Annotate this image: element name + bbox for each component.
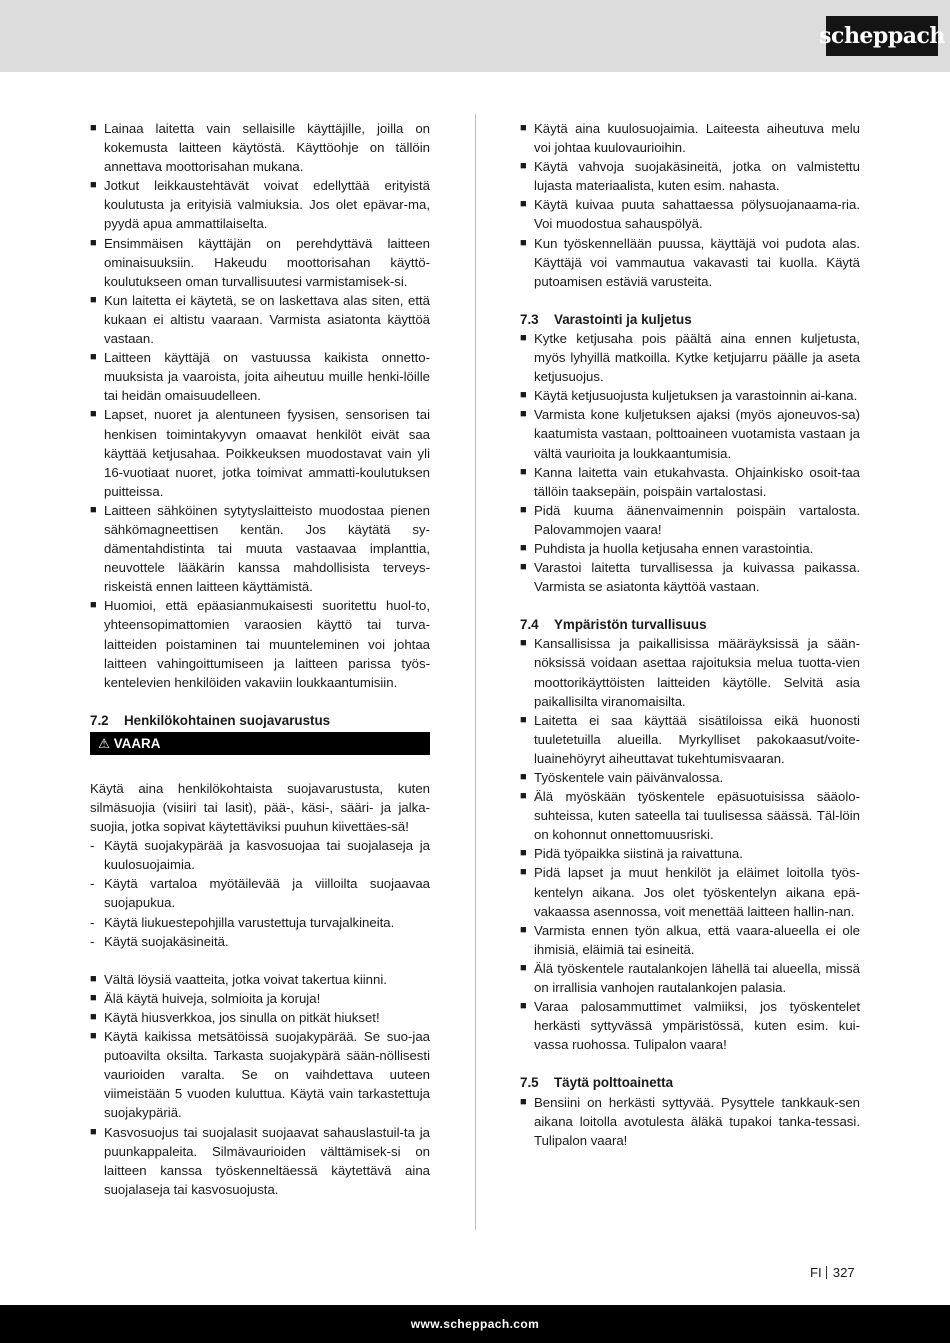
list-item	[90, 176, 430, 233]
list-item-text: Työskentele vain päivänvalossa.	[534, 770, 724, 785]
list-item	[520, 959, 860, 997]
bullet-icon: ■	[520, 923, 527, 936]
list-item	[520, 329, 860, 386]
list-item	[520, 634, 860, 710]
list-item	[90, 501, 430, 596]
bullet-icon: ■	[520, 465, 527, 478]
list-item	[90, 234, 430, 291]
list-item-text: Laitetta ei saa käyttää sisätiloissa eikä huonosti tuuletetuilla alueilla. Myrkylliset pakokaasut/voite-luainehöyryt aiheuttavat tukehtumisvaaran.	[534, 712, 860, 766]
bullet-icon: ■	[90, 351, 97, 364]
list-item-text: Käytä vartaloa myötäilevää ja viilloilta suojaavaa suojapukua.	[104, 876, 430, 911]
brand-logo: scheppach	[826, 16, 938, 56]
list-item	[90, 913, 430, 932]
list-item	[90, 1123, 430, 1199]
list-item	[520, 463, 860, 501]
list-item	[520, 997, 860, 1054]
list-item	[520, 119, 860, 157]
list-item-text: Kun laitetta ei käytetä, se on laskettava alas siten, että kukaan ei altistu vaaraan. Varmista asiatonta käyttöä vastaan.	[104, 292, 430, 347]
list-item-text: Puhdista ja huolla ketjusaha ennen varastointia.	[534, 540, 814, 556]
list-item	[520, 157, 860, 195]
bullet-icon: ■	[520, 331, 527, 344]
bullet-icon: ■	[90, 408, 97, 421]
list-item	[90, 932, 430, 951]
bullet-icon: ■	[90, 991, 97, 1004]
section-7-4-heading: 7.4 Ympäristön turvallisuus	[520, 617, 707, 633]
warning-icon: ⚠	[98, 735, 111, 751]
list-item	[90, 970, 430, 989]
list-item	[90, 836, 430, 874]
bullet-icon: ■	[520, 198, 527, 211]
list-item-text: Käytä liukuestepohjilla varustettuja turvajalkineita.	[104, 914, 395, 930]
bullet-icon: ■	[520, 389, 527, 402]
list-item-text: Varastoi laitetta turvallisessa ja kuivassa paikassa. Varmista se asiatonta käyttöä vastaan.	[534, 560, 860, 595]
list-item-text: Käytä suojakypärää ja kasvosuojaa tai suojalaseja ja kuulosuojaimia.	[104, 838, 430, 873]
bullet-icon: ■	[90, 972, 97, 985]
list-item-text: Vältä löysiä vaatteita, jotka voivat takertua kiinni.	[104, 971, 387, 987]
bullet-icon: ■	[90, 179, 97, 192]
section-7-5-list	[520, 1093, 860, 1150]
bullet-icon: ■	[520, 408, 527, 421]
footer-bar	[0, 1305, 950, 1343]
list-item	[90, 119, 430, 176]
list-item-text: Pidä lapset ja muut henkilöt ja eläimet loitolla työs-kentelyn aikana. Jos olet työskentelyn aikana epä-vakaassa asennossa, voit menettää laitteen hallin-nan.	[534, 865, 860, 919]
bullet-icon: ■	[90, 599, 97, 612]
list-item-text: Bensiini on herkästi syttyvää. Pysyttele tankkauk-sen aikana loitolla avotulesta äläkä tupakoi tanka-tessasi. Tulipalon vaara!	[534, 1094, 860, 1148]
list-item-text: Kasvosuojus tai suojalasit suojaavat sahauslastuil-ta ja puunkappaleita. Silmävaurioiden välttämisek-si on laitteen kanssa työskenneltäessä käytettävä aina suojalaseja tai kasvosuojusta.	[104, 1124, 430, 1197]
dash-marker: -	[90, 876, 95, 892]
list-item-text: Kanna laitetta vain etukahvasta. Ohjainkisko osoit-taa tällöin taaksepäin, poispäin vartalostasi.	[534, 464, 860, 499]
left-list-1	[90, 119, 430, 692]
list-item	[520, 195, 860, 233]
list-item-text: Lainaa laitetta vain sellaisille käyttäjille, joilla on kokemusta laitteen käytöstä. Käyttöohje on tällöin annettava moottorisahan mukana.	[104, 121, 430, 175]
dash-marker: -	[90, 914, 95, 930]
list-item	[90, 291, 430, 348]
right-column	[520, 119, 860, 1150]
column-divider	[475, 114, 476, 1230]
header-bar	[0, 0, 950, 72]
list-item-text: Varmista kone kuljetuksen ajaksi (myös ajoneuvos-sa) kaatumista vastaan, polttoaineen vuotamista vastaan ja vältä vaurioita ja loukkaantumisia.	[534, 407, 860, 461]
bullet-icon: ■	[90, 293, 97, 306]
list-item	[90, 874, 430, 912]
list-item-text: Älä työskentele rautalankojen lähellä tai alueella, missä on irrallisia vanhojen rautalankojen palasia.	[534, 960, 860, 996]
list-item-text: Käytä ketjusuojusta kuljetuksen ja varastoinnin ai-kana.	[534, 388, 858, 404]
section-7-2-intro: Käytä aina henkilökohtaista suojavarustusta, kuten silmäsuojia (visiiri tai lasit), pää-, käsi-, sääri- ja jalka-suojia, jotka sopivat käytettäviksi puuhun kiivettäes-sä!	[90, 780, 430, 835]
bullet-icon: ■	[90, 1030, 97, 1043]
list-item-text: Lapset, nuoret ja alentuneen fyysisen, sensorisen tai henkisen toimintakyvyn omaavat henkilöt eivät saa käyttää ketjusahaa. Poikkeuksen muodostavat vain yli 16-vuotiaat nuoret, jotka toimivat ammatti-koulutuksen puitteissa.	[104, 407, 430, 499]
list-item-text: Kytke ketjusaha pois päältä aina ennen kuljetusta, myös lyhyillä matkoilla. Kytke ketjujarru päälle ja aseta ketjusuojus.	[534, 330, 860, 385]
list-item	[520, 539, 860, 558]
bullet-icon: ■	[520, 236, 527, 249]
section-7-3-heading: 7.3 Varastointi ja kuljetus	[520, 311, 692, 327]
list-item	[520, 1093, 860, 1150]
bullet-icon: ■	[520, 1000, 527, 1013]
list-item	[90, 1008, 430, 1027]
section-7-2-list	[90, 970, 430, 1199]
section-7-2-heading: 7.2 Henkilökohtainen suojavarustus	[90, 712, 331, 728]
list-item-text: Varaa palosammuttimet valmiiksi, jos työskentelet herkästi syttyvässä ympäristössä, kuten esim. kui-vassa ruohossa. Tulipalon vaara!	[534, 999, 860, 1053]
list-item-text: Älä myöskään työskentele epäsuotuisissa sääolo-suhteissa, kuten sateella tai tuulisessa säässä. Täl-löin on kohonnut onnettomuusriski.	[534, 789, 860, 843]
bullet-icon: ■	[90, 122, 97, 134]
bullet-icon: ■	[520, 541, 527, 554]
bullet-icon: ■	[520, 790, 527, 803]
list-item-text: Pidä työpaikka siistinä ja raivattuna.	[534, 846, 743, 862]
list-item	[520, 863, 860, 920]
bullet-icon: ■	[520, 503, 527, 516]
list-item	[90, 405, 430, 500]
list-item-text: Ensimmäisen käyttäjän on perehdyttävä laitteen ominaisuuksiin. Hakeudu moottorisahan käyttö-koulutukseen oman turvallisuutesi varmistamisek-si.	[104, 235, 430, 289]
list-item	[520, 711, 860, 768]
bullet-icon: ■	[90, 236, 97, 249]
warning-banner: ⚠ VAARA	[90, 732, 430, 755]
list-item	[520, 921, 860, 959]
bullet-icon: ■	[90, 1125, 97, 1138]
list-item-text: Käytä vahvoja suojakäsineitä, jotka on valmistettu lujasta materiaalista, kuten esim. nahasta.	[534, 159, 860, 194]
bullet-icon: ■	[520, 122, 527, 134]
bullet-icon: ■	[520, 1095, 527, 1108]
list-item	[520, 501, 860, 539]
left-column	[90, 119, 430, 1199]
bullet-icon: ■	[520, 771, 527, 783]
bullet-icon: ■	[90, 503, 97, 516]
bullet-icon: ■	[520, 713, 527, 726]
list-item-text: Huomioi, että epäasianmukaisesti suoritettu huol-to, yhteensopimattomien varaosien käyttö tai turva-laitteiden poistaminen tai muunteleminen voi johtaa laitteen vahingoittumiseen ja laitteen parissa työs-kentelevien henkilöiden vakaviin loukkaantumisiin.	[104, 598, 430, 690]
dash-marker: -	[90, 933, 95, 949]
right-list-1	[520, 119, 860, 291]
list-item-text: Käytä kaikissa metsätöissä suojakypärää. Se suo-jaa putoavilta oksilta. Tarkasta suojakypärä sään-nöllisesti vaurioiden varalta. Se on vaihdettava uuteen viimeistään 5 vuoden kuluttua. Käytä vain tarkastettuja suojakypäriä.	[104, 1029, 430, 1121]
ppe-dash-list	[90, 836, 430, 951]
list-item-text: Pidä kuuma äänenvaimennin poispäin vartalosta. Palovammojen vaara!	[534, 502, 860, 537]
page-number: FI 327	[810, 1265, 855, 1280]
list-item-text: Laitteen käyttäjä on vastuussa kaikista onnetto-muuksista ja vaaroista, joita aiheutuu muille henki-löille tai heidän omaisuudelleen.	[104, 350, 430, 404]
list-item-text: Kansallisissa ja paikallisissa määräyksissä ja sään-nöksissä voidaan asettaa rajoituksia melua tuotta-vien moottorikäyttöisten laitteiden käytölle. Selvitä asia paikallisilta viranomaisilta.	[534, 636, 860, 709]
list-item	[90, 989, 430, 1008]
bullet-icon: ■	[520, 866, 527, 879]
list-item	[520, 558, 860, 596]
list-item	[90, 596, 430, 691]
list-item-text: Kun työskennellään puussa, käyttäjä voi pudota alas. Käyttäjä voi vammautua vakavasti tai kuolla. Käytä putoamisen estäviä varusteita.	[534, 235, 860, 289]
list-item	[520, 844, 860, 863]
list-item	[520, 405, 860, 462]
bullet-icon: ■	[520, 561, 527, 574]
list-item-text: Käytä kuivaa puuta sahattaessa pölysuojanaama-ria. Voi muodostua sahauspölyä.	[534, 197, 860, 232]
list-item	[520, 234, 860, 291]
bullet-icon: ■	[520, 160, 527, 173]
list-item	[90, 348, 430, 405]
list-item	[520, 787, 860, 844]
dash-marker: -	[90, 838, 95, 854]
website-link[interactable]: www.scheppach.com	[410, 1317, 540, 1331]
list-item	[90, 1027, 430, 1122]
list-item-text: Käytä hiusverkkoa, jos sinulla on pitkät hiukset!	[104, 1009, 380, 1025]
list-item-text: Käytä aina kuulosuojaimia. Laiteesta aiheutuva melu voi johtaa kuulovaurioihin.	[534, 121, 860, 156]
bullet-icon: ■	[520, 961, 527, 974]
bullet-icon: ■	[520, 847, 527, 860]
list-item	[520, 768, 860, 787]
list-item-text: Varmista ennen työn alkua, että vaara-alueella ei ole ihmisiä, eläimiä tai esineitä.	[534, 922, 860, 957]
list-item-text: Laitteen sähköinen sytytyslaitteisto muodostaa pienen sähkömagneettisen kentän. Jos käytätä sy-dämentahdistinta tai muuta vastaavaa implanttia, neuvottele lääkärin kanssa mahdollisista terveys-riskeistä ennen laitteen käyttämistä.	[104, 502, 430, 595]
list-item	[520, 386, 860, 405]
list-item-text: Käytä suojakäsineitä.	[104, 933, 229, 949]
section-7-3-list	[520, 329, 860, 596]
section-7-5-heading: 7.5 Täytä polttoainetta	[520, 1075, 674, 1091]
bullet-icon: ■	[90, 1010, 97, 1023]
list-item-text: Älä käytä huiveja, solmioita ja koruja!	[104, 990, 321, 1006]
section-7-4-list	[520, 634, 860, 1054]
bullet-icon: ■	[520, 637, 527, 650]
list-item-text: Jotkut leikkaustehtävät voivat edellyttää erityistä koulutusta ja erityisiä valmiuksia. Jos olet epävar-ma, pyydä apua ammattilaiselta.	[104, 178, 430, 232]
